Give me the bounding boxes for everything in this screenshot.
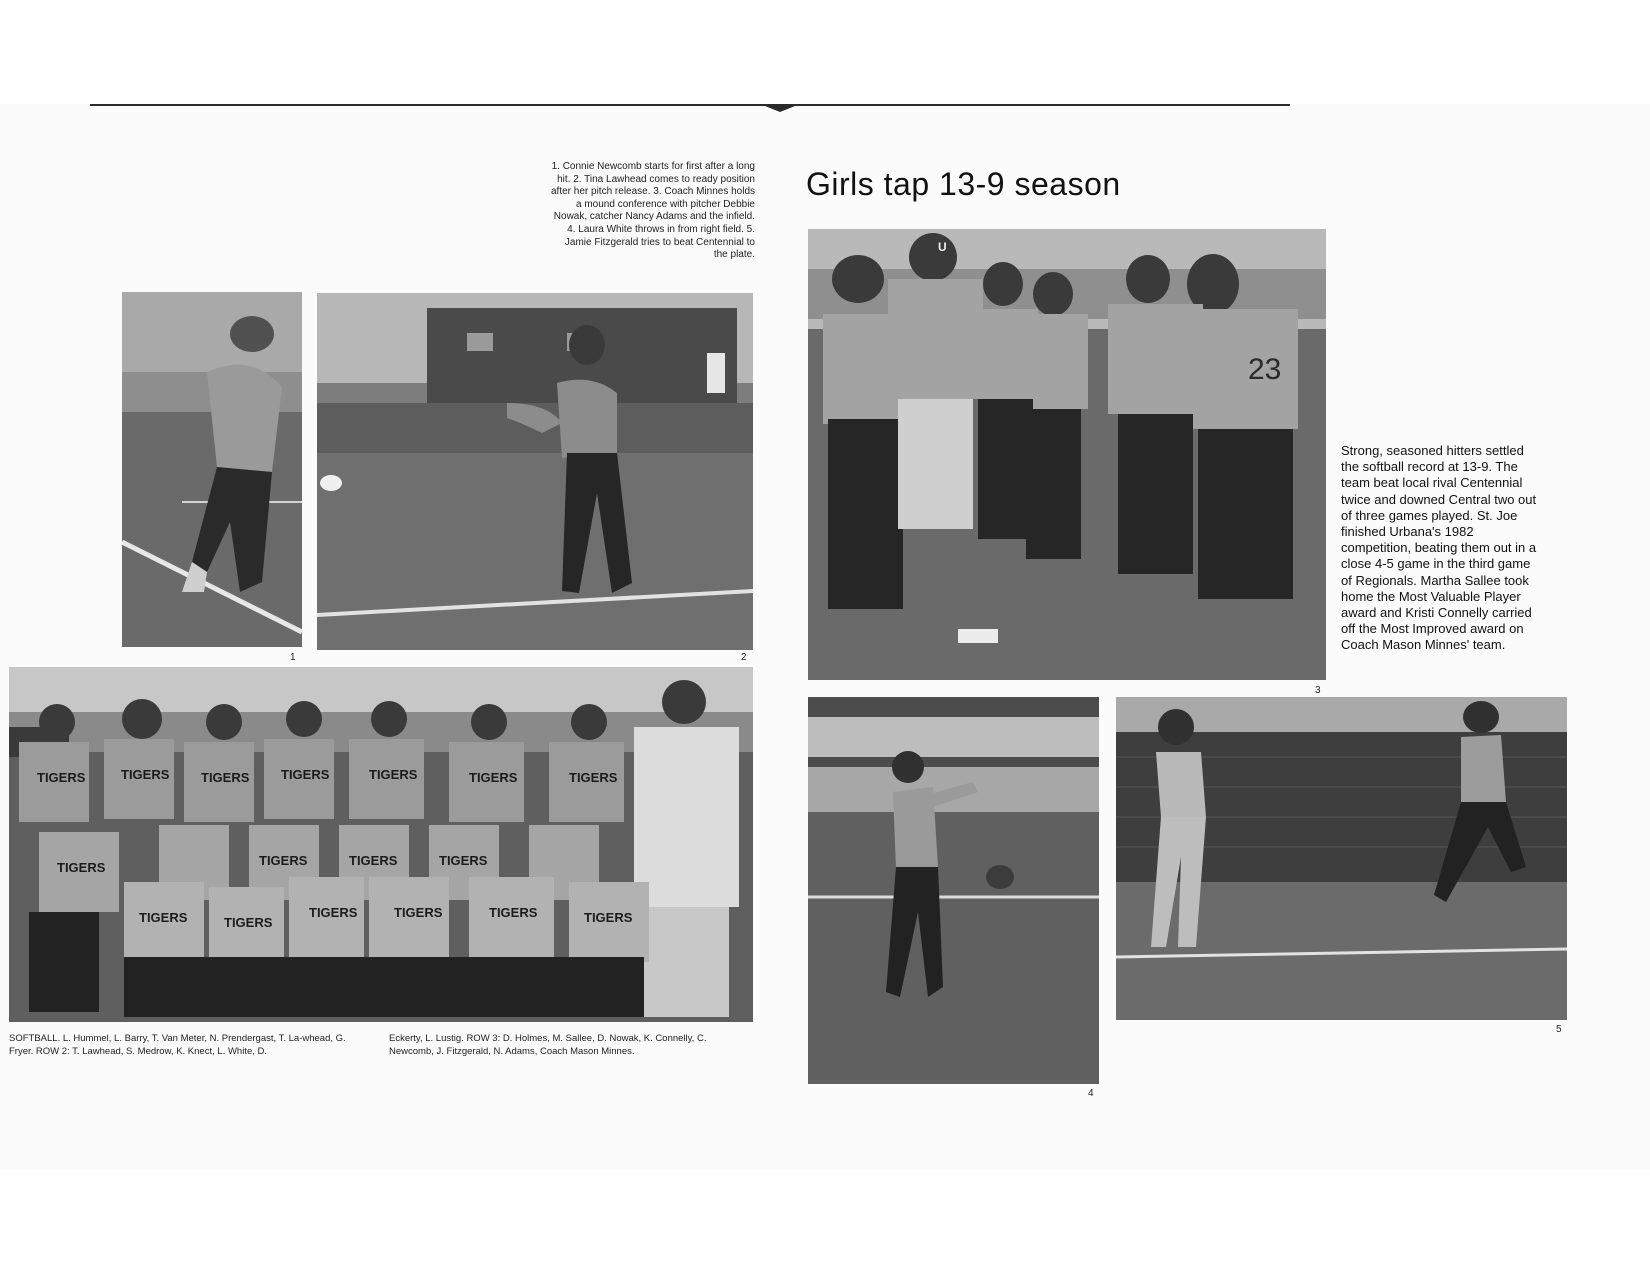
photo-team-portrait (9, 667, 753, 1022)
svg-text:TIGERS: TIGERS (489, 905, 538, 920)
svg-text:TIGERS: TIGERS (139, 910, 188, 925)
photo-runner-first-base (122, 292, 302, 647)
team-caption-left: SOFTBALL. L. Hummel, L. Barry, T. Van Meter, N. Prendergast, T. La-whead, G. Fryer. ROW 2: T. Lawhead, S. Medrow, K. Knect, L. White, D. (9, 1033, 346, 1057)
photo-number-1: 1 (290, 652, 296, 663)
photo-outfield-throw (808, 697, 1099, 1084)
svg-text:TIGERS: TIGERS (121, 767, 170, 782)
svg-text:TIGERS: TIGERS (224, 915, 273, 930)
svg-text:TIGERS: TIGERS (469, 770, 518, 785)
svg-text:TIGERS: TIGERS (439, 853, 488, 868)
svg-text:TIGERS: TIGERS (201, 770, 250, 785)
photo-number-3: 3 (1315, 685, 1321, 696)
svg-text:TIGERS: TIGERS (569, 770, 618, 785)
photo-home-plate-run (1116, 697, 1567, 1020)
svg-text:TIGERS: TIGERS (259, 853, 308, 868)
photo-caption-key: 1. Connie Newcomb starts for first after a long hit. 2. Tina Lawhead comes to ready position after her pitch release. 3. Coach Minnes holds a mound conference with pitcher Debbie Nowak, catcher Nancy Adams and the infield. 4. Laura White throws in from right field. 5. Jamie Fitzgerald tries to beat Centennial to the plate. (551, 161, 755, 261)
jersey-number-text: 23 (1248, 353, 1282, 386)
svg-text:TIGERS: TIGERS (369, 767, 418, 782)
photo-pitcher-release (317, 293, 753, 650)
svg-text:TIGERS: TIGERS (57, 860, 106, 875)
svg-text:TIGERS: TIGERS (584, 910, 633, 925)
photo-number-2: 2 (741, 652, 747, 663)
page-headline: Girls tap 13-9 season (806, 166, 1121, 202)
svg-text:TIGERS: TIGERS (281, 767, 330, 782)
photo-number-5: 5 (1556, 1024, 1562, 1035)
team-caption-right: Eckerty, L. Lustig. ROW 3: D. Holmes, M. Sallee, D. Nowak, K. Connelly, C. Newcomb, J. Fitzgerald, N. Adams, Coach Mason Minnes. (389, 1033, 707, 1057)
page-fold-line (90, 104, 1290, 106)
jersey-text: TIGERS (37, 770, 86, 785)
svg-text:TIGERS: TIGERS (309, 905, 358, 920)
cap-letter-text: U (938, 240, 947, 254)
photo-number-4: 4 (1088, 1088, 1094, 1099)
story-body: Strong, seasoned hitters settled the softball record at 13-9. The team beat local rival Centennial twice and downed Central two out of three games played. St. Joe finished Urbana's 1982 competition, beating them out in a close 4-5 game in the third game of Regionals. Martha Sallee took home the Most Valuable Player award and Kristi Connelly carried off the Most Improved award on Coach Mason Minnes' team. (1341, 443, 1537, 653)
svg-text:TIGERS: TIGERS (394, 905, 443, 920)
photo-mound-conference (808, 229, 1326, 680)
svg-text:TIGERS: TIGERS (349, 853, 398, 868)
